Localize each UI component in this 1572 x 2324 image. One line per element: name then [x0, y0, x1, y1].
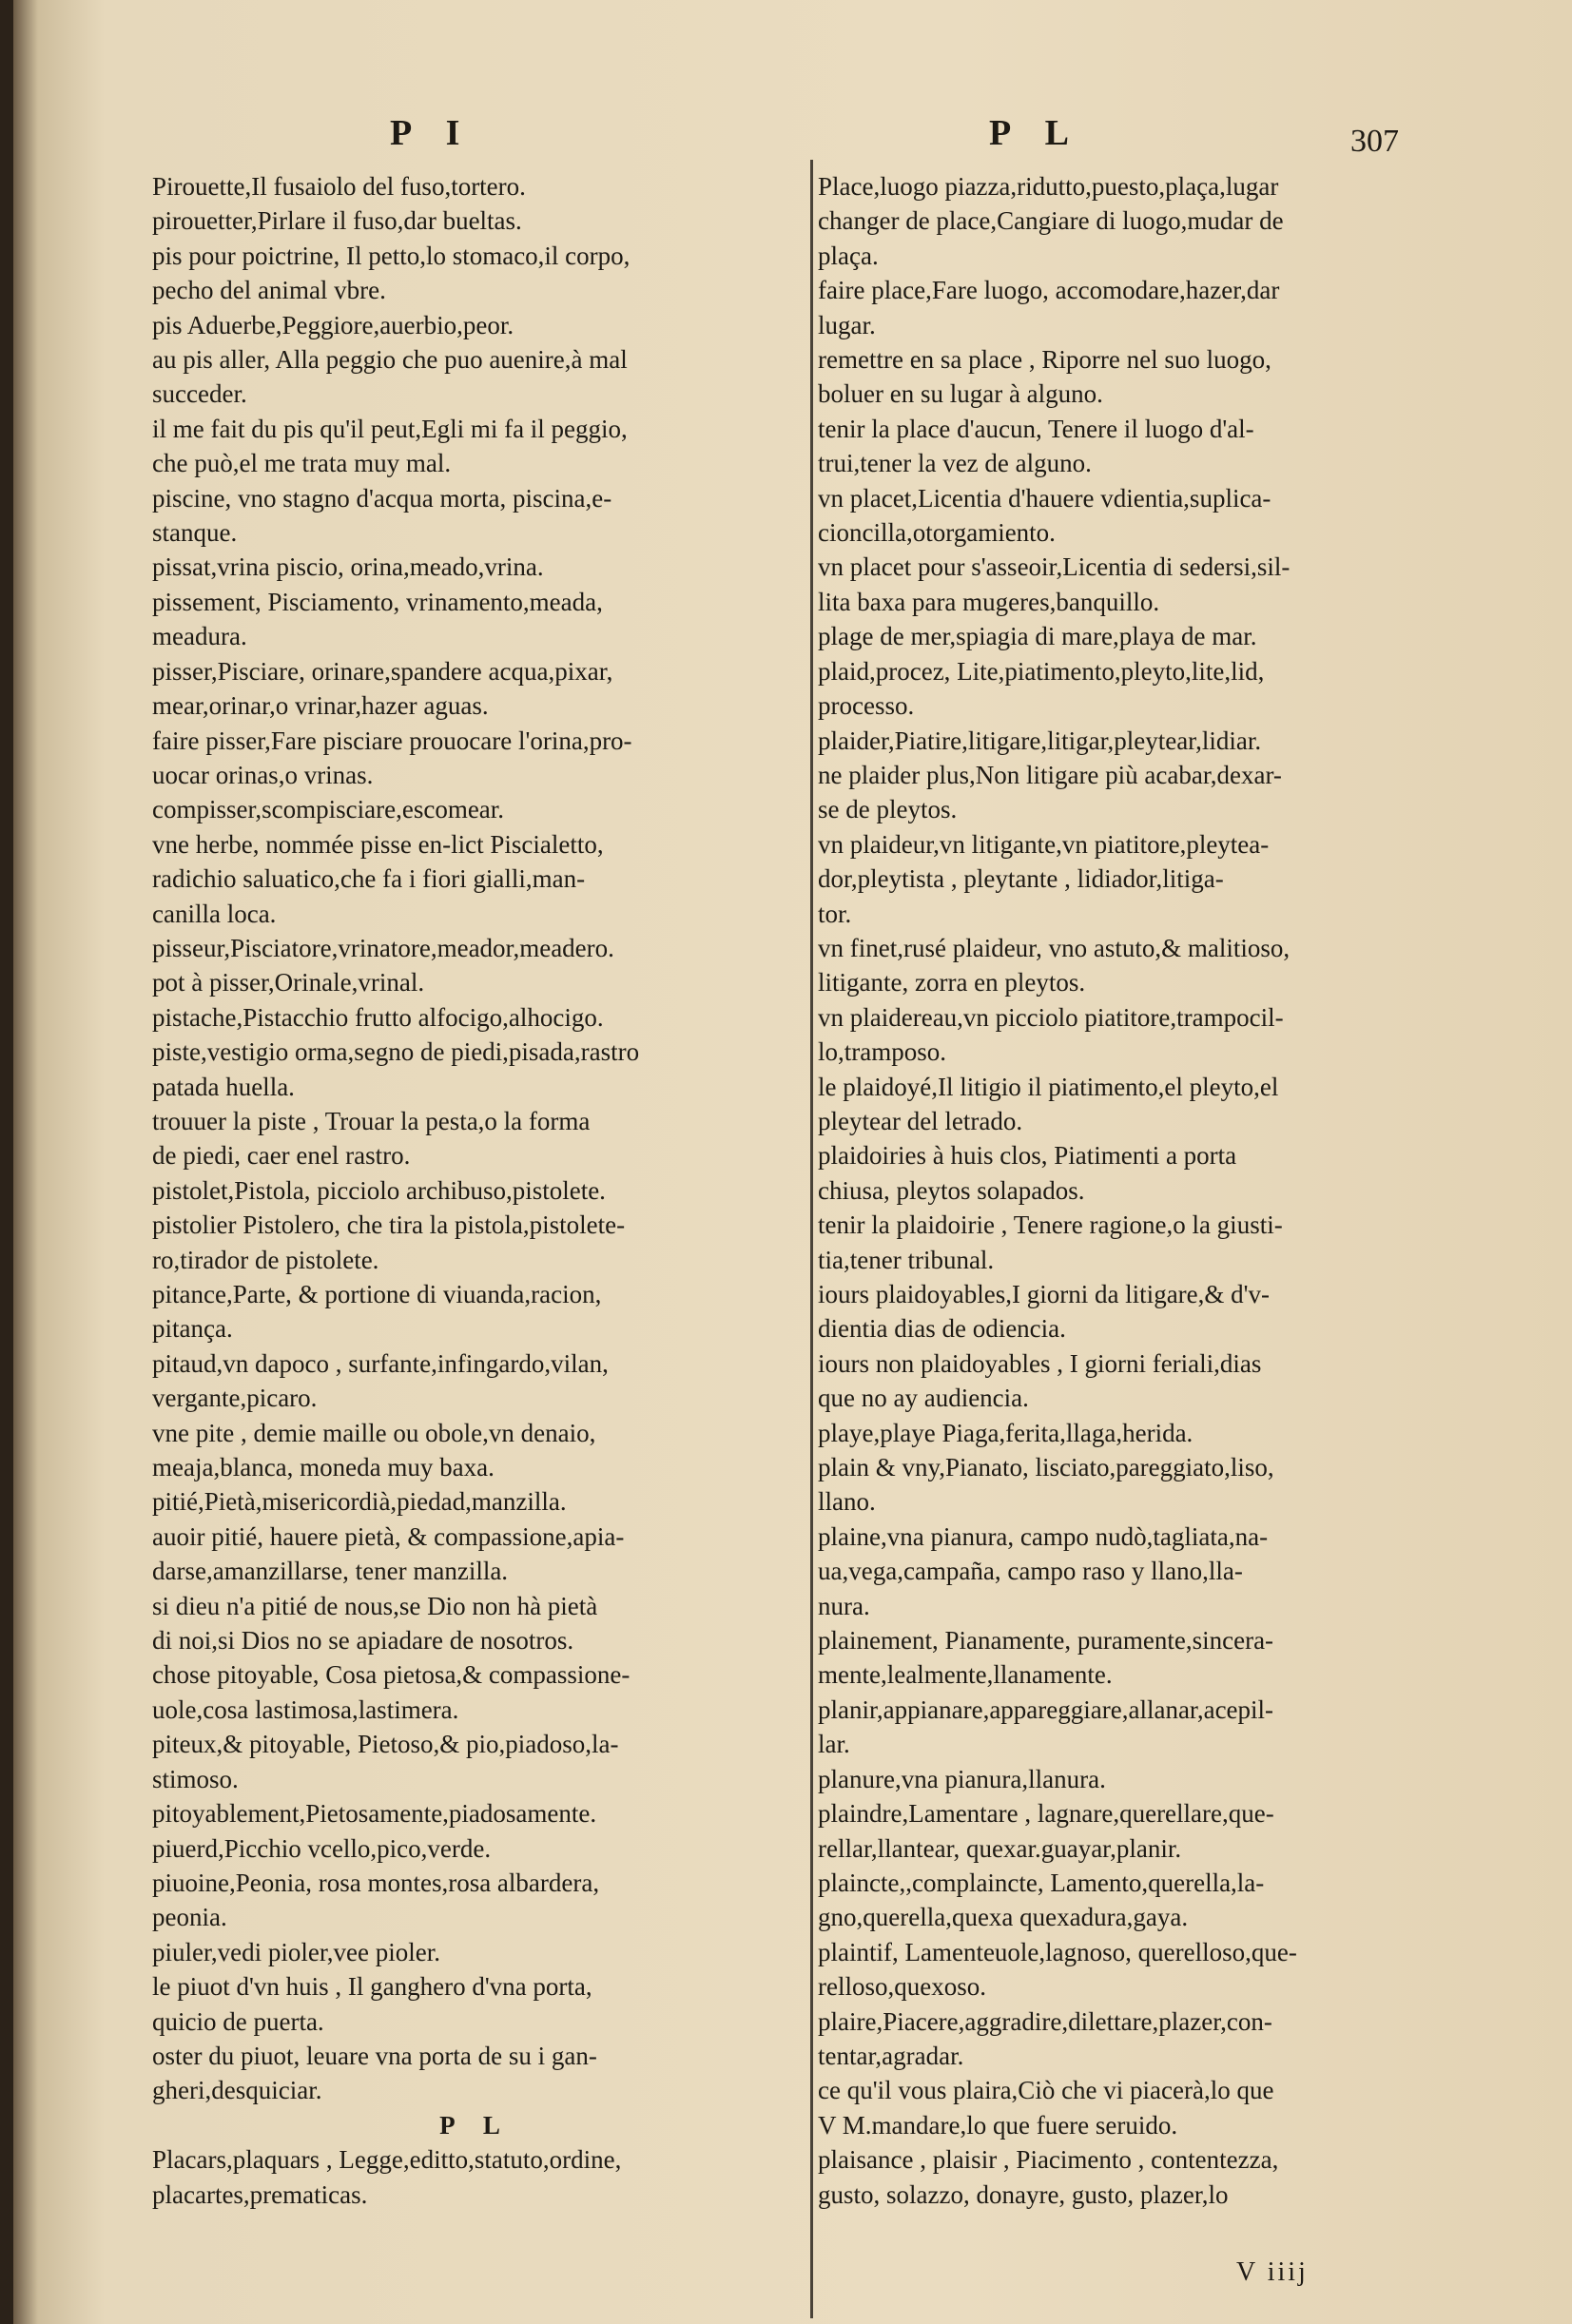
- dictionary-line: cioncilla,otorgamiento.: [818, 518, 1056, 548]
- dictionary-line: remettre en sa place , Riporre nel suo luogo,: [818, 345, 1271, 375]
- left-running-head: P I: [390, 113, 474, 153]
- dictionary-line: piuoine,Peonia, rosa montes,rosa albardera,: [152, 1868, 600, 1897]
- dictionary-line: tenir la place d'aucun, Tenere il luogo d'al-: [818, 414, 1254, 443]
- dictionary-line: gheri,desquiciar.: [152, 2076, 322, 2105]
- dictionary-line: pissement, Pisciamento, vrinamento,meada,: [152, 587, 603, 616]
- dictionary-line: vn placet pour s'asseoir,Licentia di sedersi,sil-: [818, 552, 1291, 582]
- dictionary-line: vn finet,rusé plaideur, vno astuto,& malitioso,: [818, 933, 1291, 962]
- right-column: [818, 169, 1426, 2212]
- dictionary-line: plaider,Piatire,litigare,litigar,pleytear,lidiar.: [818, 726, 1262, 755]
- left-column: [152, 169, 799, 2212]
- dictionary-line: vergante,picaro.: [152, 1384, 318, 1413]
- right-running-head: P L: [989, 113, 1082, 153]
- left-entries: [152, 169, 799, 2108]
- dictionary-line: relloso,quexoso.: [818, 1972, 986, 2002]
- dictionary-line: pitié,Pietà,misericordià,piedad,manzilla.: [152, 1487, 567, 1517]
- dictionary-line: plaid,procez, Lite,piatimento,pleyto,lite,lid,: [818, 656, 1265, 686]
- dictionary-line: planir,appianare,appareggiare,allanar,acepil-: [818, 1695, 1274, 1724]
- dictionary-line: pisseur,Pisciatore,vrinatore,meador,meadero.: [152, 933, 614, 962]
- dictionary-line: pis pour poictrine, Il petto,lo stomaco,il corpo,: [152, 241, 631, 270]
- dictionary-line: de piedi, caer enel rastro.: [152, 1141, 411, 1171]
- dictionary-line: processo.: [818, 691, 915, 721]
- dictionary-line: lo,tramposo.: [818, 1037, 946, 1067]
- dictionary-line: dor,pleytista , pleytante , lidiador,litiga-: [818, 864, 1224, 894]
- dictionary-line: pis Aduerbe,Peggiore,auerbio,peor.: [152, 310, 514, 339]
- section-subheading: P L: [439, 2110, 512, 2140]
- dictionary-line: di noi,si Dios no se apiadare de nosotros.: [152, 1626, 574, 1656]
- dictionary-line: llano.: [818, 1487, 876, 1517]
- dictionary-line: ce qu'il vous plaira,Ciò che vi piacerà,lo que: [818, 2076, 1274, 2105]
- dictionary-line: peonia.: [152, 1903, 227, 1932]
- dictionary-line: Placars,plaquars , Legge,editto,statuto,ordine,: [152, 2145, 622, 2175]
- opposite-page-bleed: [15, 143, 106, 2311]
- dictionary-line: ne plaider plus,Non litigare più acabar,dexar-: [818, 760, 1282, 789]
- dictionary-line: piuler,vedi pioler,vee pioler.: [152, 1937, 440, 1966]
- left-tail-entries: [152, 2142, 799, 2212]
- dictionary-line: patada huella.: [152, 1072, 295, 1101]
- dictionary-line: nura.: [818, 1591, 870, 1620]
- dictionary-line: placartes,prematicas.: [152, 2179, 368, 2209]
- dictionary-line: tor.: [818, 899, 852, 928]
- dictionary-line: plaça.: [818, 241, 879, 270]
- dictionary-line: iours plaidoyables,I giorni da litigare,& d'v-: [818, 1280, 1271, 1308]
- dictionary-line: meaja,blanca, moneda muy baxa.: [152, 1453, 495, 1482]
- dictionary-line: chose pitoyable, Cosa pietosa,& compassione-: [152, 1660, 631, 1690]
- dictionary-line: iours non plaidoyables , I giorni feriali,dias: [818, 1348, 1262, 1378]
- dictionary-line: si dieu n'a pitié de nous,se Dio non hà pietà: [152, 1591, 598, 1620]
- dictionary-line: faire place,Fare luogo, accomodare,hazer,dar: [818, 276, 1280, 305]
- dictionary-line: pitance,Parte, & portione di viuanda,racion,: [152, 1280, 602, 1308]
- dictionary-line: playe,playe Piaga,ferita,llaga,herida.: [818, 1418, 1194, 1447]
- dictionary-line: changer de place,Cangiare di luogo,mudar de: [818, 206, 1284, 236]
- dictionary-line: quicio de puerta.: [152, 2006, 324, 2036]
- signature-mark: V iiij: [1236, 2257, 1309, 2287]
- dictionary-line: plaidoiries à huis clos, Piatimenti a porta: [818, 1141, 1237, 1171]
- dictionary-line: stanque.: [152, 518, 238, 548]
- dictionary-line: canilla loca.: [152, 899, 277, 928]
- dictionary-line: auoir pitié, hauere pietà, & compassione,apia-: [152, 1521, 625, 1551]
- dictionary-line: tia,tener tribunal.: [818, 1245, 995, 1274]
- dictionary-line: ro,tirador de pistolete.: [152, 1245, 379, 1274]
- dictionary-line: trouuer la piste , Trouar la pesta,o la forma: [152, 1106, 591, 1135]
- dictionary-line: meadura.: [152, 622, 247, 651]
- dictionary-line: pitoyablement,Pietosamente,piadosamente.: [152, 1799, 597, 1829]
- dictionary-line: piteux,& pitoyable, Pietoso,& pio,piadoso,la-: [152, 1730, 619, 1759]
- dictionary-line: au pis aller, Alla peggio che puo auenire,à mal: [152, 345, 628, 375]
- dictionary-line: pisser,Pisciare, orinare,spandere acqua,pixar,: [152, 656, 613, 686]
- dictionary-line: mente,lealmente,llanamente.: [818, 1660, 1113, 1690]
- dictionary-line: succeder.: [152, 379, 247, 409]
- dictionary-line: vn plaideur,vn litigante,vn piatitore,pleytea-: [818, 829, 1270, 859]
- dictionary-line: boluer en su lugar à alguno.: [818, 379, 1103, 409]
- dictionary-line: pleytear del letrado.: [818, 1106, 1023, 1135]
- dictionary-line: le plaidoyé,Il litigio il piatimento,el pleyto,el: [818, 1072, 1279, 1101]
- dictionary-line: oster du piuot, leuare vna porta de su i gan-: [152, 2041, 597, 2070]
- dictionary-line: rellar,llantear, quexar.guayar,planir.: [818, 1833, 1182, 1863]
- dictionary-line: Place,luogo piazza,ridutto,puesto,plaça,lugar: [818, 172, 1279, 201]
- dictionary-line: uole,cosa lastimosa,lastimera.: [152, 1695, 459, 1724]
- dictionary-line: vn placet,Licentia d'hauere vdientia,suplica-: [818, 483, 1271, 513]
- dictionary-line: pitaud,vn dapoco , surfante,infingardo,vilan,: [152, 1348, 609, 1378]
- dictionary-line: dientia dias de odiencia.: [818, 1314, 1066, 1344]
- dictionary-line: ua,vega,campaña, campo raso y llano,lla-: [818, 1557, 1243, 1586]
- dictionary-line: gusto, solazzo, donayre, gusto, plazer,lo: [818, 2179, 1229, 2209]
- dictionary-line: le piuot d'vn huis , Il ganghero d'vna porta,: [152, 1972, 592, 2002]
- dictionary-line: pitança.: [152, 1314, 233, 1344]
- dictionary-line: plaintif, Lamenteuole,lagnoso, querelloso,que-: [818, 1937, 1297, 1966]
- dictionary-line: lugar.: [818, 310, 876, 339]
- dictionary-line: Pirouette,Il fusaiolo del fuso,tortero.: [152, 172, 526, 201]
- dictionary-line: vn plaidereau,vn picciolo piatitore,trampocil-: [818, 1002, 1284, 1032]
- dictionary-line: plaincte,,complaincte, Lamento,querella,la-: [818, 1868, 1265, 1897]
- column-divider: [810, 160, 813, 2318]
- dictionary-line: stimoso.: [152, 1764, 239, 1793]
- dictionary-line: se de pleytos.: [818, 795, 958, 824]
- dictionary-line: pistolet,Pistola, picciolo archibuso,pistolete.: [152, 1175, 606, 1205]
- dictionary-line: tentar,agradar.: [818, 2041, 964, 2070]
- dictionary-line: plaindre,Lamentare , lagnare,querellare,que-: [818, 1799, 1274, 1829]
- dictionary-line: plainement, Pianamente, puramente,sincera-: [818, 1626, 1274, 1656]
- dictionary-line: plaine,vna pianura, campo nudò,tagliata,na-: [818, 1521, 1269, 1551]
- dictionary-line: pistache,Pistacchio frutto alfocigo,alhocigo.: [152, 1002, 604, 1032]
- dictionary-line: pot à pisser,Orinale,vrinal.: [152, 968, 425, 997]
- dictionary-line: plaisance , plaisir , Piacimento , contentezza,: [818, 2145, 1279, 2175]
- dictionary-line: pistolier Pistolero, che tira la pistola,pistolete-: [152, 1210, 626, 1240]
- dictionary-line: che può,el me trata muy mal.: [152, 449, 452, 478]
- dictionary-line: pissat,vrina piscio, orina,meado,vrina.: [152, 552, 544, 582]
- page-number: 307: [1350, 124, 1399, 159]
- dictionary-line: pirouetter,Pirlare il fuso,dar bueltas.: [152, 206, 522, 236]
- dictionary-line: V M.mandare,lo que fuere seruido.: [818, 2110, 1178, 2140]
- dictionary-line: que no ay audiencia.: [818, 1384, 1029, 1413]
- dictionary-line: mear,orinar,o vrinar,hazer aguas.: [152, 691, 489, 721]
- dictionary-line: piuerd,Picchio vcello,pico,verde.: [152, 1833, 492, 1863]
- right-entries: [818, 169, 1426, 2212]
- dictionary-line: il me fait du pis qu'il peut,Egli mi fa il peggio,: [152, 414, 628, 443]
- dictionary-line: vne herbe, nommée pisse en-lict Piscialetto,: [152, 829, 604, 859]
- dictionary-line: piscine, vno stagno d'acqua morta, piscina,e-: [152, 483, 612, 513]
- dictionary-line: trui,tener la vez de alguno.: [818, 449, 1092, 478]
- dictionary-line: lita baxa para mugeres,banquillo.: [818, 587, 1160, 616]
- dictionary-line: radichio saluatico,che fa i fiori gialli,man-: [152, 864, 586, 894]
- dictionary-line: chiusa, pleytos solapados.: [818, 1175, 1085, 1205]
- page-edge: [0, 0, 13, 2324]
- dictionary-line: piste,vestigio orma,segno de piedi,pisada,rastro: [152, 1037, 640, 1067]
- dictionary-line: pecho del animal vbre.: [152, 276, 386, 305]
- dictionary-line: faire pisser,Fare pisciare prouocare l'orina,pro-: [152, 726, 632, 755]
- dictionary-line: litigante, zorra en pleytos.: [818, 968, 1086, 997]
- dictionary-line: plage de mer,spiagia di mare,playa de mar.: [818, 622, 1257, 651]
- dictionary-line: compisser,scompisciare,escomear.: [152, 795, 505, 824]
- dictionary-line: darse,amanzillarse, tener manzilla.: [152, 1557, 509, 1586]
- dictionary-line: plaire,Piacere,aggradire,dilettare,plazer,con-: [818, 2006, 1272, 2036]
- dictionary-line: tenir la plaidoirie , Tenere ragione,o la giusti-: [818, 1210, 1283, 1240]
- dictionary-line: planure,vna pianura,llanura.: [818, 1764, 1106, 1793]
- dictionary-line: lar.: [818, 1730, 850, 1759]
- dictionary-line: plain & vny,Pianato, lisciato,pareggiato,liso,: [818, 1453, 1274, 1482]
- dictionary-line: gno,querella,quexa quexadura,gaya.: [818, 1903, 1189, 1932]
- dictionary-line: uocar orinas,o vrinas.: [152, 760, 374, 789]
- dictionary-line: vne pite , demie maille ou obole,vn denaio,: [152, 1418, 596, 1447]
